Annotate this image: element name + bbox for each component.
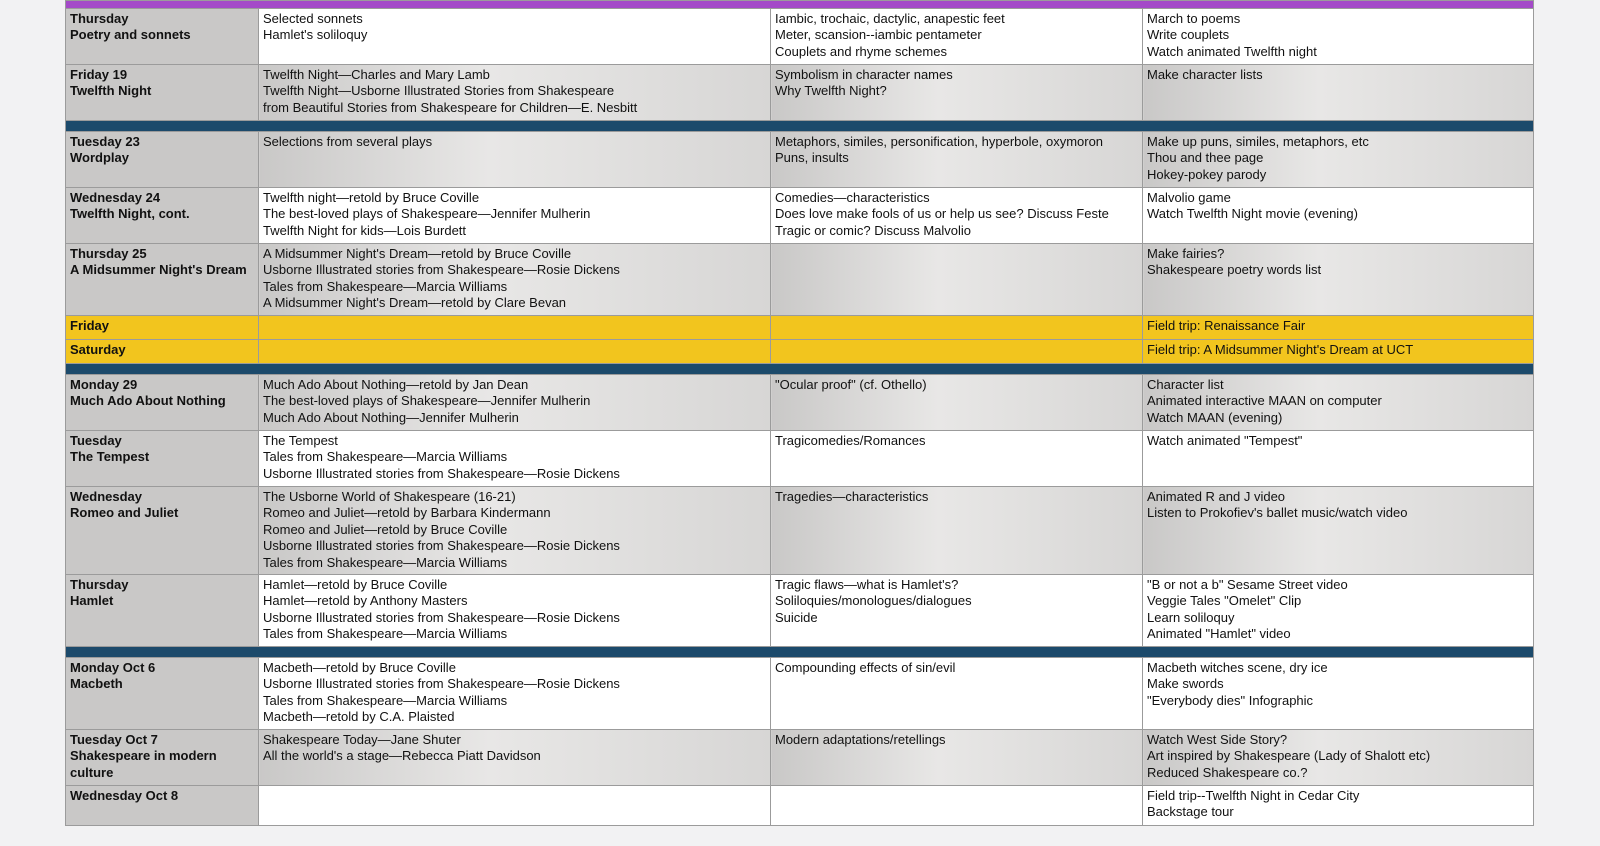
topics-cell: Comedies—characteristics Does love make fools of us or help us see? Discuss Feste Tragic or comic? Discuss Malvolio [771,188,1143,244]
books-cell: Selections from several plays [259,132,771,188]
schedule-row [66,487,1534,575]
books-cell: Macbeth—retold by Bruce Coville Usborne Illustrated stories from Shakespeare—Rosie Dickens Tales from Shakespeare—Marcia Williams Macbeth—retold by C.A. Plaisted [259,658,771,730]
activities-cell: Field trip: Renaissance Fair [1143,316,1534,340]
day-cell: Thursday 25 A Midsummer Night's Dream [66,244,259,316]
schedule-row [66,658,1534,730]
day-cell: Thursday Poetry and sonnets [66,9,259,65]
books-cell [259,340,771,364]
day-cell: Wednesday Romeo and Juliet [66,487,259,575]
schedule-row [66,375,1534,431]
day-cell: Wednesday Oct 8 [66,786,259,826]
activities-cell: Character list Animated interactive MAAN on computer Watch MAAN (evening) [1143,375,1534,431]
topics-cell: "Ocular proof" (cf. Othello) [771,375,1143,431]
activities-cell: Watch West Side Story? Art inspired by Shakespeare (Lady of Shalott etc) Reduced Shakespeare co.? [1143,730,1534,786]
activities-cell: Field trip--Twelfth Night in Cedar City Backstage tour [1143,786,1534,826]
topics-cell: Tragicomedies/Romances [771,431,1143,487]
week-divider [66,121,1534,132]
activities-cell: Make fairies? Shakespeare poetry words list [1143,244,1534,316]
week-divider [66,647,1534,658]
schedule-row [66,9,1534,65]
day-cell: Friday [66,316,259,340]
day-cell: Tuesday Oct 7 Shakespeare in modern culture [66,730,259,786]
topics-cell [771,244,1143,316]
day-cell: Monday 29 Much Ado About Nothing [66,375,259,431]
schedule-row [66,65,1534,121]
activities-cell: Watch animated "Tempest" [1143,431,1534,487]
day-cell: Wednesday 24 Twelfth Night, cont. [66,188,259,244]
activities-cell: Field trip: A Midsummer Night's Dream at UCT [1143,340,1534,364]
topics-cell: Metaphors, similes, personification, hyperbole, oxymoron Puns, insults [771,132,1143,188]
activities-cell: Make character lists [1143,65,1534,121]
field-trip-row [66,316,1534,340]
books-cell: Twelfth Night—Charles and Mary Lamb Twelfth Night—Usborne Illustrated Stories from Shakespeare from Beautiful Stories from Shakespeare for Children—E. Nesbitt [259,65,771,121]
day-cell: Tuesday 23 Wordplay [66,132,259,188]
week-divider [66,364,1534,375]
schedule-row [66,786,1534,826]
books-cell [259,316,771,340]
day-cell: Thursday Hamlet [66,575,259,647]
books-cell: The Tempest Tales from Shakespeare—Marcia Williams Usborne Illustrated stories from Shakespeare—Rosie Dickens [259,431,771,487]
day-cell: Monday Oct 6 Macbeth [66,658,259,730]
schedule-row [66,244,1534,316]
activities-cell: March to poems Write couplets Watch animated Twelfth night [1143,9,1534,65]
schedule-row [66,575,1534,647]
books-cell: Twelfth night—retold by Bruce Coville The best-loved plays of Shakespeare—Jennifer Mulherin Twelfth Night for kids—Lois Burdett [259,188,771,244]
day-cell: Friday 19 Twelfth Night [66,65,259,121]
topics-cell: Iambic, trochaic, dactylic, anapestic feet Meter, scansion--iambic pentameter Couplets and rhyme schemes [771,9,1143,65]
field-trip-row [66,340,1534,364]
schedule-table [65,0,1534,826]
schedule-row [66,431,1534,487]
schedule-row [66,730,1534,786]
activities-cell: "B or not a b" Sesame Street video Veggie Tales "Omelet" Clip Learn soliloquy Animated "Hamlet" video [1143,575,1534,647]
schedule-row [66,188,1534,244]
topics-cell: Compounding effects of sin/evil [771,658,1143,730]
day-cell: Saturday [66,340,259,364]
books-cell: Much Ado About Nothing—retold by Jan Dean The best-loved plays of Shakespeare—Jennifer Mulherin Much Ado About Nothing—Jennifer Mulherin [259,375,771,431]
schedule-row [66,132,1534,188]
activities-cell: Animated R and J video Listen to Prokofiev's ballet music/watch video [1143,487,1534,575]
activities-cell: Macbeth witches scene, dry ice Make swords "Everybody dies" Infographic [1143,658,1534,730]
topics-cell: Modern adaptations/retellings [771,730,1143,786]
day-cell: Tuesday The Tempest [66,431,259,487]
topics-cell: Symbolism in character names Why Twelfth Night? [771,65,1143,121]
topics-cell: Tragedies—characteristics [771,487,1143,575]
books-cell: A Midsummer Night's Dream—retold by Bruce Coville Usborne Illustrated stories from Shakespeare—Rosie Dickens Tales from Shakespeare—Marcia Williams A Midsummer Night's Dream—retold by Clare Bevan [259,244,771,316]
topics-cell [771,316,1143,340]
topics-cell: Tragic flaws—what is Hamlet's? Soliloquies/monologues/dialogues Suicide [771,575,1143,647]
books-cell: Selected sonnets Hamlet's soliloquy [259,9,771,65]
books-cell: Hamlet—retold by Bruce Coville Hamlet—retold by Anthony Masters Usborne Illustrated stories from Shakespeare—Rosie Dickens Tales from Shakespeare—Marcia Williams [259,575,771,647]
activities-cell: Make up puns, similes, metaphors, etc Thou and thee page Hokey-pokey parody [1143,132,1534,188]
books-cell: The Usborne World of Shakespeare (16-21) Romeo and Juliet—retold by Barbara Kindermann Romeo and Juliet—retold by Bruce Coville Usborne Illustrated stories from Shakespeare—Rosie Dickens Tales from Shakespeare—Marcia Williams [259,487,771,575]
activities-cell: Malvolio game Watch Twelfth Night movie (evening) [1143,188,1534,244]
topics-cell [771,786,1143,826]
top-accent-bar [66,1,1534,9]
books-cell: Shakespeare Today—Jane Shuter All the world's a stage—Rebecca Piatt Davidson [259,730,771,786]
topics-cell [771,340,1143,364]
books-cell [259,786,771,826]
